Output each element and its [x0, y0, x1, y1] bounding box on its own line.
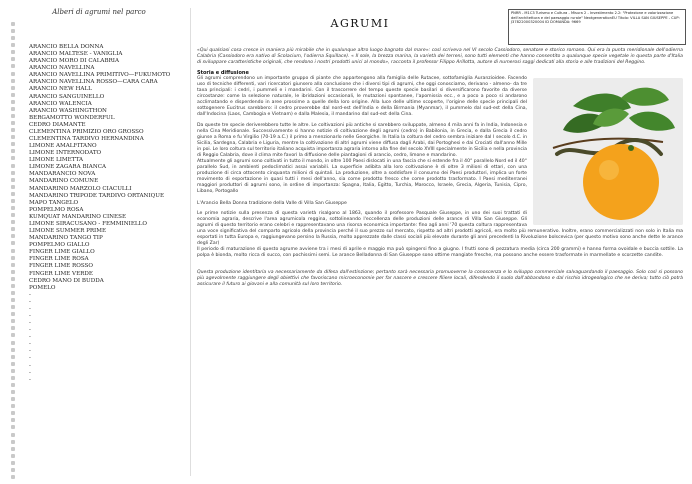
bullet-square-icon [9, 98, 19, 105]
tree-list-item: - [29, 312, 31, 319]
tree-list-item: ARANCIO NEW HALL [29, 86, 92, 93]
history-paragraph-1: Gli agrumi comprendono un importante gruppo di piante che appartengono alla famiglia delle Rutacee, sottofamiglia Auranzioidee. Facendo uso di tecniche differenti, vari ricercatori giunsero alla conclusione che i diversi tipi di agrumi, che oggi conosciamo, derivano - almeno- da tre taxa principali: i cedri, i pummeli e i mandarini. Con il trascorrere del tempo queste specie basilari si diversificarono favorite da diverse circostanze: come la selezione naturale, le ibridazioni occasionali, le mutazioni spontanee, l'apomissia ecc., e a poco a poco si andarono acclimatando e disperdendo in aree prossime a quelle della loro origine. Alla luce delle ultime scoperte, l'origine delle specie principali del sottogenere Eucitrus sarebbero: il cedro proverebbe dal nord-est dell'India e della Birmania (Myanmar), il pummelo dal sud-est della Cina, dall'Indocina (Laos, Cambogia e Vietnam) e dalla Malesia, il mandarino dal sud-est della Cina. [197, 76, 527, 118]
tree-list-item: POMELO [29, 284, 56, 291]
bullet-square-icon [9, 239, 19, 246]
history-paragraph-3: Attualmente gli agrumi sono coltivati in tutto il mondo, in oltre 100 Paesi dislocati in una fascia che si estende fra il 40° parallelo Nord ed il 40° parallelo Sud, in ambienti pedoclimatici assai variabili. La superficie adibita alla loro coltivazione è di oltre 3 milioni di ettari, con una produzione di circa ottocento cinquanta milioni di quintali. La produzione, oltre a soddisfare il consumo dei Paesi produttori, implica un forte movimento di esportazione in quasi tutti i mesi dell'anno, sia come prodotto fresco che come prodotto trasformato. I Paesi mediterranei maggiori produttori di agrumi sono, in ordine di importanza: Spagna, Italia, Egitto, Turchia, Marocco, Israele, Grecia, Algeria, Tunisia, Cipro, Libano, Portogallo [197, 158, 527, 195]
tree-list-item: POMPELMO GIALLO [29, 242, 90, 249]
bullet-column [9, 20, 19, 480]
tree-list-item: LIMONE SUMMER PRIME [29, 228, 107, 235]
bullet-square-icon [9, 402, 19, 409]
bullet-square-icon [9, 416, 19, 423]
tree-list-item: ARANCIO WALENCIA [29, 100, 92, 107]
bullet-square-icon [9, 409, 19, 416]
tree-list-item: - [29, 327, 31, 334]
bullet-square-icon [9, 452, 19, 459]
bullet-square-icon [9, 247, 19, 254]
bullet-square-icon [9, 70, 19, 77]
page-title: AGRUMI [330, 17, 390, 30]
tree-list-item: BERGAMOTTO WONDERFUL [29, 114, 115, 121]
bullet-square-icon [9, 133, 19, 140]
bullet-square-icon [9, 41, 19, 48]
bullet-square-icon [9, 303, 19, 310]
bullet-square-icon [9, 154, 19, 161]
tree-list-item: LIMONE LIMETTA [29, 157, 84, 164]
orange-photo [533, 78, 683, 225]
tree-list-item: KUMQUAT MANDARINO CINESE [29, 213, 127, 220]
bullet-square-icon [9, 169, 19, 176]
tree-list-item: - [29, 291, 31, 298]
bullet-square-icon [9, 20, 19, 27]
section-heading-history: Storia e diffusione [197, 70, 249, 77]
bullet-square-icon [9, 105, 19, 112]
tree-list-item: - [29, 298, 31, 305]
tree-list-item: ARANCIO BELLA DONNA [29, 44, 104, 50]
tree-list-item: MANDARANCIO NOVA [29, 171, 96, 178]
tree-list-item: ARANCIO MORO DI CALABRIA [29, 58, 120, 65]
bullet-square-icon [9, 423, 19, 430]
tree-list-item: - [29, 320, 31, 327]
tree-list-item: MANDARINO TANGO TIP [29, 235, 103, 242]
bullet-square-icon [9, 225, 19, 232]
bullet-square-icon [9, 211, 19, 218]
tree-list-item: - [29, 355, 31, 362]
bullet-square-icon [9, 112, 19, 119]
bullet-square-icon [9, 204, 19, 211]
bullet-square-icon [9, 431, 19, 438]
tree-list-item: ARANCIO NAVELLINA PRIMITIVO—FUKUMOTO [29, 72, 171, 79]
bullet-square-icon [9, 190, 19, 197]
bullet-square-icon [9, 140, 19, 147]
tree-list-item: MANDARINO TRIPODE TARDIVO ORTANIQUE [29, 192, 165, 199]
bullet-square-icon [9, 176, 19, 183]
tree-list-item: FINGER LIME ROSA [29, 256, 89, 263]
bullet-square-icon [9, 275, 19, 282]
tree-list-item: - [29, 305, 31, 312]
tree-list-item: - [29, 362, 31, 369]
section-heading-bella-donna: L'Arancio Bella Donna tradizione della Valle di Villa San Giuseppe [197, 201, 347, 207]
bullet-square-icon [9, 48, 19, 55]
bullet-square-icon [9, 162, 19, 169]
bullet-square-icon [9, 381, 19, 388]
sidebar-title: Alberi di agrumi nel parco [52, 8, 146, 16]
bullet-square-icon [9, 445, 19, 452]
orange-with-leaves-icon [533, 78, 683, 225]
intro-paragraph: «Qui qualsiasi cosa cresce in maniera più mirabile che in qualunque altro luogo bagnato dal mare»: così scriveva nel VI secolo Cassiodoro, senatore e storico romano. Qui era la punta meridionale dell'odierna Calabria (Cassiodoro era nativo di Scolacium, l'odierna Squillace). « Il sole, la brezza marina, la varietà dei terreni, sono tutti elementi che hanno consentito a qualunque specie vegetale in questa parte d'Italia di sviluppare caratteristiche originali, che rendono i nostri prodotti unici al mondo», racconta il professor Filippo Arillotta, autore di numerosi saggi dedicati alla storia e alle tradizioni del Reggino. [197, 48, 683, 66]
column-divider [190, 8, 191, 476]
bullet-square-icon [9, 367, 19, 374]
bullet-square-icon [9, 339, 19, 346]
bella-donna-paragraph-1: Le prime notizie sulla presenza di questa varietà risalgono al 1863, quando il professore Pasquale Giuseppe, in uno dei suoi trattati di economia agraria, descrive l'area agrumicola reggina, sottolineando l'eccellenza delle produzioni delle arance di Villa San Giuseppe. Gli agrumi di questo territorio erano celebri e rappresentavano una risorsa economica importante: fino agli anni '70 questa coltura rappresentava una voce significativa del comparto agricolo della provincia perché il suo prezzo sul mercato, rispetto ad altri prodotti agricoli, era molto più remunerativo. Inoltre, erano commercializzati non solo in Italia ma esportati in tutta Europa e, raggiungevano persino la Russia, molto apprezzate dalle classi sociali più elevate durante gli anni precedenti la Rivoluzione bolscevica (per questo motivo sono anche dette le arance degli Zar) [197, 211, 683, 247]
tree-list-item: MAPO TANGELO [29, 199, 79, 206]
tree-list-item: MANDARINO COMUNE [29, 178, 99, 185]
bullet-square-icon [9, 126, 19, 133]
bullet-square-icon [9, 438, 19, 445]
tree-list-item: CLEMENTINA TARDIVO HERNANDINA [29, 136, 144, 143]
tree-list-item: ARANCIO NAVELLINA [29, 65, 95, 72]
closing-paragraph: Questa produzione identitaria va necessariamente da difesa dall'estinzione; pertanto sarà necessaria promuoverne la conoscenza e lo sviluppo commerciale salvaguardando il paesaggio. Solo così si possono più agevolmente raggiungere degli obiettivi che favoriscano microeconomie per far nascere e crescere filiere locali, difendendo il suolo dall'abbandono e dal rischio idrogeologico che ne deriva; tutto ciò potrà assicurare il futuro ai giovani e alla comunità sul loro territorio. [197, 269, 683, 287]
tree-list-item: - [29, 369, 31, 376]
bullet-square-icon [9, 388, 19, 395]
bullet-square-icon [9, 395, 19, 402]
bullet-square-icon [9, 353, 19, 360]
bullet-square-icon [9, 268, 19, 275]
bullet-square-icon [9, 27, 19, 34]
citrus-tree-list [29, 44, 194, 384]
bullet-square-icon [9, 183, 19, 190]
bullet-square-icon [9, 55, 19, 62]
tree-list-item: - [29, 376, 31, 383]
project-info-text: PNRR - M1C3 Turismo e Cultura - Misura 2 - Investimento 2.2: "Protezione e valorizzazione dell'architettura e del paesaggio rurale" NextgenerationEU Titolo: VILLA SAN GIUSEPPE - CUP: J37822000320004 ID DOMANDA: 9669 [511, 11, 680, 25]
tree-list-item: CEDRO MANO DI BUDDA [29, 277, 104, 284]
history-paragraph-2: Da queste tre specie deriverebbero tutte le altre. Le coltivazioni più antiche si sarebbero sviluppate, almeno 4 mila anni fa in India, Indonesia e nella Cina Meridionale. Successivamente si hanno notizie di coltivazione degli agrumi (cedro) in Babilonia, in Grecia, e dalla Grecia il cedro giunse a Roma e fu Virgilio (70-19 a.C.) il primo a menzionarlo nelle Georgiche. In Italia la coltura del cedro sembra iniziare dal I secolo d.C. in Sicilia, Sardegna, Calabria e Liguria, mentre la coltivazione di altri agrumi viene diffusa dagli Arabi, dai Portoghesi e dai Crociati dall'anno Mille in poi. Le loro coltura sul territorio italiano acquista importanza agraria intorno alla fine del secolo XVIII specialmente in Sicilia e nella provincia di Reggio Calabria, dove il clima mite favorì la diffusione delle piantagioni di arancio, cedro, limone e mandarino. [197, 122, 527, 158]
tree-list-item: CEDRO DIAMANTE [29, 121, 86, 128]
bullet-square-icon [9, 374, 19, 381]
bullet-square-icon [9, 232, 19, 239]
bullet-square-icon [9, 346, 19, 353]
tree-list-item: FINGER LIME VERDE [29, 270, 93, 277]
bullet-square-icon [9, 282, 19, 289]
bullet-square-icon [9, 310, 19, 317]
tree-list-item: - [29, 341, 31, 348]
bullet-square-icon [9, 119, 19, 126]
bullet-square-icon [9, 197, 19, 204]
bella-donna-paragraph-2: Il periodo di maturazione di questo agrume avviene tra i mesi di aprile e maggio ma può spingersi fino a giugno. I frutti sono di pezzatura media (circa 200 grammi) e hanno forma ovoidale e buccia sottile. La polpa è bionda, molto ricca di succo, con pochissimi semi. Le arance Belladonna di San Giuseppe sono ottime mangiate fresche, ma possono anche essere trasformate in marmellate e scorzette candite. [197, 247, 683, 259]
tree-list-item: LIMONE SIRACUSANO - FEMMINIELLO [29, 220, 147, 227]
bullet-square-icon [9, 296, 19, 303]
bullet-square-icon [9, 473, 19, 480]
bullet-square-icon [9, 62, 19, 69]
tree-list-item: POMPELMO ROSA [29, 206, 84, 213]
tree-list-item: LIMONE INTERNODATO [29, 150, 102, 157]
tree-list-item: ARANCIO NAVELLINA ROSSO—CARA CARA [29, 79, 158, 86]
bullet-square-icon [9, 84, 19, 91]
bullet-square-icon [9, 218, 19, 225]
tree-list-item: LIMONE ZAGARA BIANCA [29, 164, 107, 171]
tree-list-item: ARANCIO WASHINGTHON [29, 107, 107, 114]
tree-list-item: LIMONE AMALFITANO [29, 143, 97, 150]
bullet-square-icon [9, 324, 19, 331]
bullet-square-icon [9, 317, 19, 324]
bullet-square-icon [9, 254, 19, 261]
tree-list-item: FINGER LIME GIALLO [29, 249, 95, 256]
bullet-square-icon [9, 459, 19, 466]
bullet-square-icon [9, 331, 19, 338]
bullet-square-icon [9, 77, 19, 84]
project-info-box [508, 9, 686, 45]
tree-list-item: MANDARINO MARZOLO CIACULLI [29, 185, 132, 192]
tree-list-item: ARANCIO MALTESE - VANIGLIA [29, 51, 123, 58]
bullet-square-icon [9, 261, 19, 268]
citrus-tree-sidebar [6, 6, 192, 478]
tree-list-item: CLEMENTINA PRIMIZIO ORO GROSSO [29, 128, 144, 135]
bullet-square-icon [9, 91, 19, 98]
bullet-square-icon [9, 34, 19, 41]
bullet-square-icon [9, 360, 19, 367]
tree-list-item: - [29, 334, 31, 341]
tree-list-item: FINGER LIME ROSSO [29, 263, 93, 270]
bullet-square-icon [9, 289, 19, 296]
tree-list-item: ARANCIO SANGUINELLO [29, 93, 105, 100]
tree-list-item: - [29, 348, 31, 355]
bullet-square-icon [9, 147, 19, 154]
bullet-square-icon [9, 466, 19, 473]
article-body [197, 48, 683, 288]
